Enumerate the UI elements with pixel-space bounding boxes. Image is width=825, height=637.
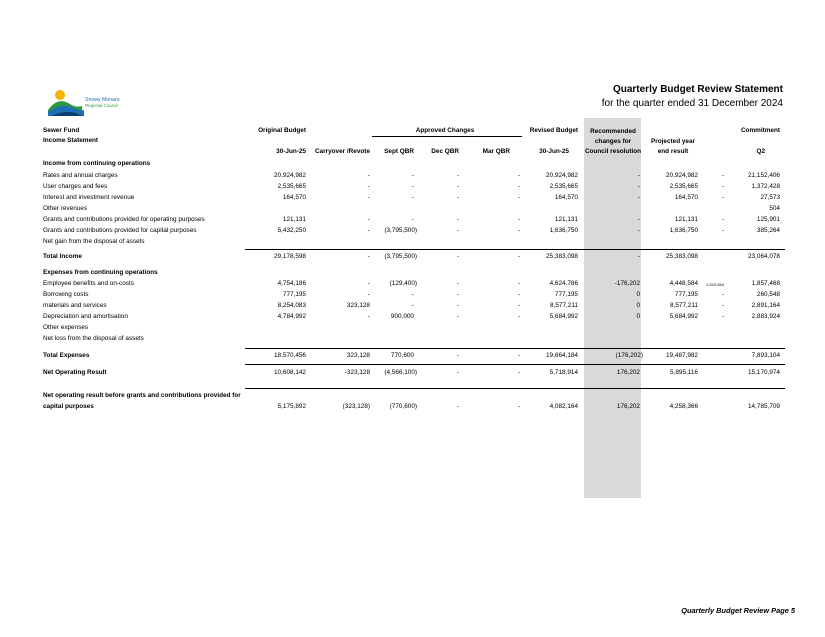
section-income: Income from continuing operations [43, 160, 151, 167]
cell-original: 29,178,598 [274, 253, 306, 260]
cell-carryover: - [367, 216, 370, 223]
cell-mar: - [517, 253, 520, 260]
cell-sept: - [411, 291, 414, 298]
cell-mar: - [517, 227, 520, 234]
cell-dec: - [456, 253, 459, 260]
cell-sept: - [411, 172, 414, 179]
net-operating-rule [245, 364, 785, 365]
cell-q2: 1,372,428 [751, 183, 780, 190]
council-logo [48, 86, 128, 116]
cell-projected: 19,487,982 [666, 352, 698, 359]
heading-recommended-1: Recommended [590, 128, 636, 135]
cell-projected: 777,195 [674, 291, 698, 298]
cell-revised: 2,535,665 [549, 183, 578, 190]
statement-name: Income Statement [43, 137, 99, 144]
cell-q2: 125,901 [756, 216, 780, 223]
cell-carryover: - [367, 227, 370, 234]
cell-sept: - [411, 183, 414, 190]
cell-variance: - [721, 313, 724, 320]
row-label: Grants and contributions provided for operating purposes [43, 216, 205, 223]
cell-recommended: - [637, 216, 640, 223]
subheading-dec: Dec QBR [431, 148, 459, 155]
cell-revised: 121,131 [554, 216, 578, 223]
cell-q2: 260,548 [756, 291, 780, 298]
cell-projected: 5,684,992 [669, 313, 698, 320]
cell-carryover: 323,128 [346, 352, 370, 359]
cell-sept: (3,795,500) [384, 253, 417, 260]
cell-projected: 4,448,584 [669, 280, 698, 287]
cell-original: 5,432,250 [277, 227, 306, 234]
cell-recommended: -176,202 [614, 280, 640, 287]
cell-projected: 121,131 [674, 216, 698, 223]
subheading-sept: Sept QBR [384, 148, 414, 155]
cell-q2: 14,785,709 [748, 403, 780, 410]
heading-recommended-2: changes for [594, 138, 632, 145]
heading-recommended-3: Council resolution [584, 148, 642, 155]
subheading-date-original: 30-Jun-25 [276, 148, 306, 155]
cell-revised: 777,195 [554, 291, 578, 298]
cell-revised: 19,664,184 [546, 352, 578, 359]
subheading-mar: Mar QBR [482, 148, 510, 155]
cell-original: 2,535,665 [277, 183, 306, 190]
cell-mar: - [517, 369, 520, 376]
row-label: Total Income [43, 253, 82, 260]
cell-q2: 15,170,974 [748, 369, 780, 376]
cell-recommended: 0 [636, 291, 640, 298]
row-label: User charges and fees [43, 183, 108, 190]
heading-approved-changes: Approved Changes [415, 127, 475, 134]
cell-recommended: - [637, 194, 640, 201]
cell-revised: 8,577,211 [550, 302, 578, 309]
cell-dec: - [456, 291, 459, 298]
cell-revised: 4,082,164 [549, 403, 578, 410]
section-expenses: Expenses from continuing operations [43, 269, 158, 276]
cell-dec: - [456, 172, 459, 179]
heading-revised-budget: Revised Budget [529, 127, 578, 134]
cell-mar: - [517, 216, 520, 223]
cell-sept: 770,600 [390, 352, 414, 359]
logo-text-line1: Snowy Monaro [85, 97, 120, 103]
cell-sept: (770,600) [389, 403, 417, 410]
cell-variance: - [721, 183, 724, 190]
cell-q2: 7,893,104 [751, 352, 780, 359]
report-subtitle: for the quarter ended 31 December 2024 [601, 98, 783, 109]
cell-mar: - [517, 172, 520, 179]
cell-mar: - [517, 291, 520, 298]
cell-recommended: - [637, 183, 640, 190]
heading-original-budget: Original Budget [258, 127, 306, 134]
cell-q2: 1,857,468 [751, 280, 780, 287]
fund-name: Sewer Fund [43, 127, 80, 134]
cell-sept: - [411, 194, 414, 201]
cell-carryover: - [367, 253, 370, 260]
cell-mar: - [517, 183, 520, 190]
cell-recommended: (176,202) [615, 352, 643, 359]
cell-recommended: 176,202 [616, 369, 640, 376]
cell-original: 4,784,992 [277, 313, 306, 320]
cell-projected: 8,577,211 [670, 302, 698, 309]
cell-projected: 20,924,982 [666, 172, 698, 179]
row-label: Total Expenses [43, 352, 90, 359]
cell-revised: 164,570 [554, 194, 578, 201]
cell-dec: - [456, 194, 459, 201]
page-footer: Quarterly Budget Review Page 5 [681, 606, 795, 615]
cell-mar: - [517, 313, 520, 320]
cell-mar: - [517, 403, 520, 410]
row-label: Other revenues [43, 205, 88, 212]
cell-carryover: (323,128) [342, 403, 370, 410]
cell-q2: 23,064,078 [748, 253, 780, 260]
cell-mar: - [517, 352, 520, 359]
row-label: Grants and contributions provided for capital purposes [43, 227, 197, 234]
total-income-rule [245, 249, 785, 250]
approved-changes-underline [372, 136, 522, 137]
cell-carryover: - [367, 172, 370, 179]
cell-sept: - [411, 302, 414, 309]
cell-revised: 1,636,750 [549, 227, 578, 234]
cell-q2: 2,891,164 [751, 302, 780, 309]
cell-projected: 25,383,098 [666, 253, 698, 260]
cell-mar: - [517, 302, 520, 309]
cell-projected: 2,535,665 [669, 183, 698, 190]
row-label: Interest and investment revenue [43, 194, 135, 201]
cell-variance: - [721, 291, 724, 298]
cell-carryover: - [367, 183, 370, 190]
row-label: Rates and annual charges [43, 172, 118, 179]
cell-dec: - [456, 313, 459, 320]
cell-dec: - [456, 183, 459, 190]
row-label-line1: Net operating result before grants and contributions provided for [43, 392, 241, 399]
cell-original: 5,175,892 [277, 403, 306, 410]
cell-q2: 504 [769, 205, 780, 212]
row-label: Net loss from the disposal of assets [43, 335, 144, 342]
cell-variance: - [721, 302, 724, 309]
cell-mar: - [517, 194, 520, 201]
cell-variance: - [721, 194, 724, 201]
subheading-date-revised: 30-Jun-25 [539, 148, 569, 155]
cell-recommended: - [637, 227, 640, 234]
recommended-column-shading [584, 118, 641, 498]
cell-recommended: - [637, 253, 640, 260]
row-label: Net Operating Result [43, 369, 107, 376]
cell-revised: 4,624,786 [549, 280, 578, 287]
heading-commitment: Commitment [740, 127, 780, 134]
cell-q2: 21,152,406 [748, 172, 780, 179]
cell-carryover: - [367, 280, 370, 287]
cell-carryover: - [367, 313, 370, 320]
cell-sept: (129,400) [389, 280, 417, 287]
cell-variance: - [721, 227, 724, 234]
cell-carryover: -323,128 [344, 369, 370, 376]
cell-dec: - [456, 369, 459, 376]
cell-projected: 5,895,116 [670, 369, 698, 376]
cell-projected: 4,258,366 [669, 403, 698, 410]
cell-dec: - [456, 280, 459, 287]
heading-projected-2: end result [657, 148, 689, 155]
cell-revised: 25,383,098 [546, 253, 578, 260]
row-label: capital purposes [43, 403, 94, 410]
cell-recommended: 0 [636, 302, 640, 309]
cell-recommended: 176,202 [616, 403, 640, 410]
cell-q2: 2,883,924 [751, 313, 780, 320]
cell-dec: - [456, 403, 459, 410]
cell-original: 8,254,083 [277, 302, 306, 309]
row-label: Other expenses [43, 324, 89, 331]
cell-sept: 900,000 [390, 313, 414, 320]
cell-variance: 1,510,844 [706, 282, 724, 287]
cell-q2: 385,264 [756, 227, 780, 234]
subheading-q2: Q2 [756, 148, 765, 155]
cell-q2: 27,573 [760, 194, 780, 201]
cell-projected: 164,570 [674, 194, 698, 201]
logo-text-line2: Regional Council [85, 103, 119, 108]
cell-sept: - [411, 216, 414, 223]
cell-carryover: - [367, 194, 370, 201]
cell-variance: - [721, 216, 724, 223]
cell-variance: - [721, 172, 724, 179]
heading-projected-1: Projected year [650, 138, 696, 145]
cell-revised: 5,684,992 [549, 313, 578, 320]
cell-revised: 5,718,914 [549, 369, 578, 376]
cell-carryover: 323,128 [346, 302, 370, 309]
cell-sept: (4,566,100) [384, 369, 417, 376]
cell-original: 4,754,186 [277, 280, 306, 287]
cell-dec: - [456, 352, 459, 359]
cell-projected: 1,636,750 [669, 227, 698, 234]
cell-mar: - [517, 280, 520, 287]
cell-original: 20,924,982 [274, 172, 306, 179]
cell-original: 10,608,142 [274, 369, 306, 376]
report-title: Quarterly Budget Review Statement [612, 84, 783, 95]
cell-carryover: - [367, 291, 370, 298]
logo-sun-icon [55, 90, 65, 100]
cell-recommended: - [637, 172, 640, 179]
cell-dec: - [456, 227, 459, 234]
cell-sept: (3,795,500) [384, 227, 417, 234]
subheading-carryover: Carryover /Revote [314, 148, 370, 155]
row-label: Borrowing costs [43, 291, 89, 298]
cell-original: 18,570,456 [274, 352, 306, 359]
cell-revised: 20,924,982 [546, 172, 578, 179]
cell-dec: - [456, 302, 459, 309]
row-label: Net gain from the disposal of assets [43, 238, 145, 245]
row-label: Employee benefits and on-costs [43, 280, 134, 287]
cell-recommended: 0 [636, 313, 640, 320]
cell-original: 777,195 [282, 291, 306, 298]
row-label: materials and services [43, 302, 107, 309]
cell-original: 121,131 [282, 216, 306, 223]
cell-original: 164,570 [282, 194, 306, 201]
total-expenses-rule [245, 348, 785, 349]
row-label: Depreciation and amortisation [43, 313, 128, 320]
cell-dec: - [456, 216, 459, 223]
net-before-grants-rule [245, 388, 785, 389]
